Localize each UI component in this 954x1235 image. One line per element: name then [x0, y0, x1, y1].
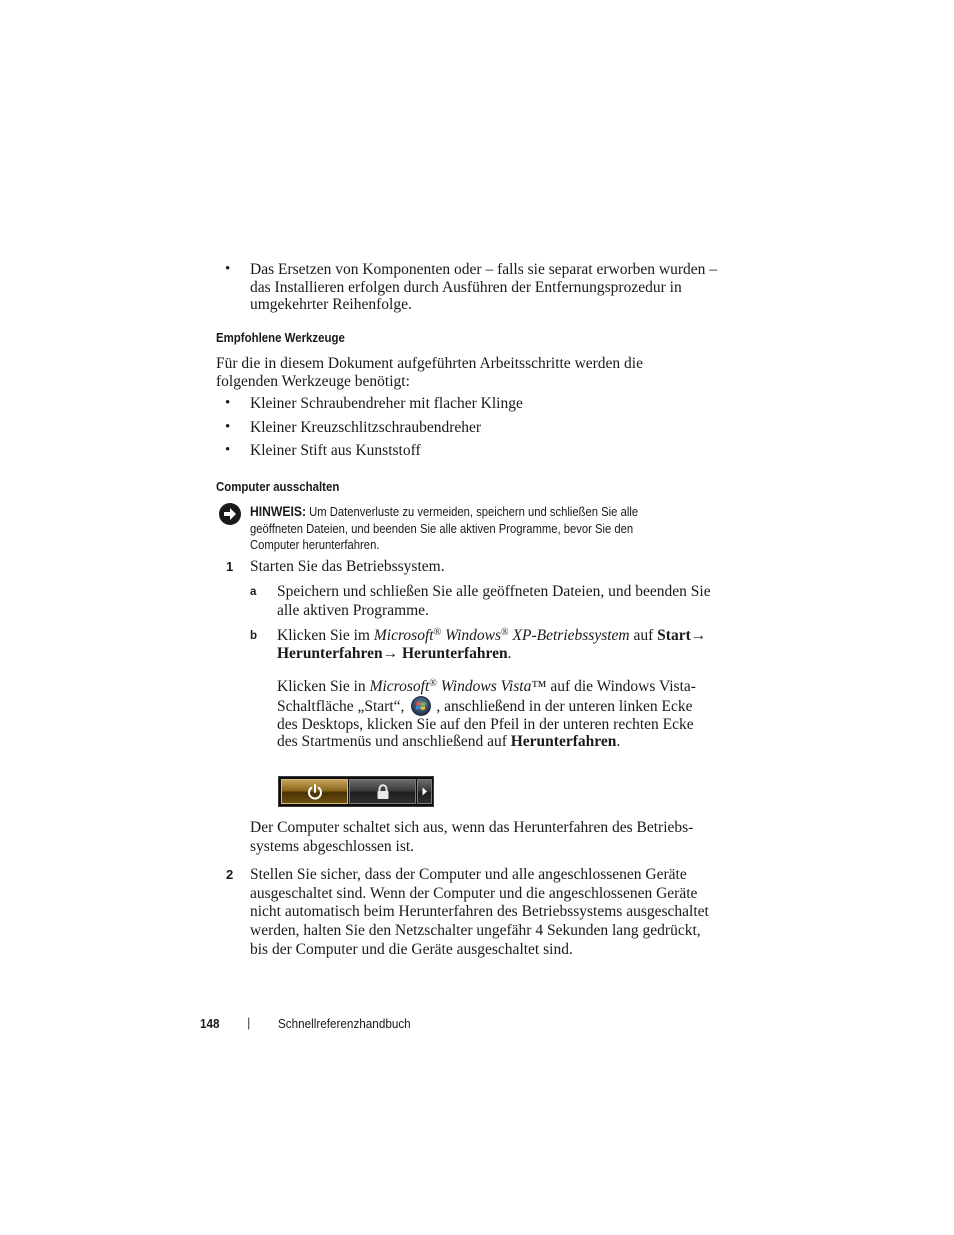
text-line: Speichern und schließen Sie alle geöffneten Dateien, und beenden Sie [277, 583, 711, 600]
text-line: des Desktops, klicken Sie auf den Pfeil in der unteren rechten Ecke [277, 715, 694, 733]
text-line: Um Datenverluste zu vermeiden, speichern und schließen Sie alle [309, 505, 639, 519]
text-line: umgekehrter Reihenfolge. [250, 296, 412, 313]
tool-item: Kleiner Schraubendreher mit flacher Klinge [250, 395, 523, 412]
power-icon [305, 782, 325, 802]
vista-paragraph: Klicken Sie in Microsoft® Windows Vista™ auf die Windows Vista- Schaltfläche „Start“, , anschließend in der unteren linken Ecke des Desktops, klicken Sie auf den Pfeil in der unteren rechten Ecke des Startmenüs und anschließend auf Herunterfahren. [277, 678, 696, 750]
substep-b-text: Klicken Sie im Microsoft® Windows® XP-Betriebssystem auf Start→ Herunterfahren→ Herunterfahren. [277, 627, 707, 662]
text-line: geöffneten Dateien, und beenden Sie alle aktiven Programme, bevor Sie den [250, 521, 634, 536]
text-line: das Installieren erfolgen durch Ausführen der Entfernungsprozedur in [250, 278, 682, 296]
bullet: • [225, 261, 231, 277]
substep-letter: a [250, 586, 257, 598]
tool-item: Kleiner Kreuzschlitzschraubendreher [250, 419, 482, 436]
step-number: 1 [226, 559, 234, 574]
step-2-text [250, 866, 709, 958]
arrow-right-icon [418, 780, 431, 803]
bullet: • [225, 419, 231, 435]
start-menu-shutdown-buttons [278, 776, 434, 807]
text-line: bis der Computer und die Geräte ausgeschaltet sind. [250, 940, 573, 958]
text-line: nicht automatisch beim Herunterfahren des Betriebssystems ausgeschaltet [250, 903, 709, 921]
substep-a-text [277, 583, 711, 619]
substep-letter: b [250, 630, 258, 642]
text-line: Der Computer schaltet sich aus, wenn das Herunterfahren des Betriebs- [250, 819, 694, 836]
footer-separator: | [247, 1015, 251, 1030]
section-heading-shutdown: Computer ausschalten [216, 479, 340, 494]
step-number: 2 [226, 867, 234, 882]
bullet: • [225, 442, 231, 458]
bullet: • [225, 395, 231, 411]
page-number: 148 [200, 1016, 220, 1031]
text-line: ausgeschaltet sind. Wenn der Computer und die angeschlossenen Geräte [250, 884, 698, 902]
text-line: alle aktiven Programme. [277, 601, 429, 619]
footer-title: Schnellreferenzhandbuch [278, 1016, 411, 1031]
power-button[interactable] [281, 779, 348, 804]
text-line: Für die in diesem Dokument aufgeführten Arbeitsschritte werden die [216, 355, 643, 372]
windows-start-orb-icon[interactable] [411, 696, 431, 716]
lock-button[interactable] [349, 779, 416, 804]
text-line: Stellen Sie sicher, dass der Computer und alle angeschlossenen Geräte [250, 866, 687, 883]
tools-intro [216, 355, 643, 390]
arrow-circle-icon [218, 502, 242, 526]
text-line: Computer herunterfahren. [250, 538, 380, 552]
text-line: Das Ersetzen von Komponenten oder – falls sie separat erworben wurden – [250, 261, 717, 278]
step-text: Starten Sie das Betriebssystem. [250, 558, 445, 575]
section-heading-tools: Empfohlene Werkzeuge [216, 330, 345, 345]
lock-icon [373, 782, 393, 802]
shutdown-options-arrow-button[interactable] [417, 779, 432, 804]
shutdown-result-paragraph [250, 819, 693, 855]
note-label: HINWEIS: [250, 504, 307, 519]
note-block [250, 504, 638, 554]
tool-item: Kleiner Stift aus Kunststoff [250, 442, 421, 459]
text-line: werden, halten Sie den Netzschalter ungefähr 4 Sekunden lang gedrückt, [250, 922, 701, 940]
text-line: folgenden Werkzeuge benötigt: [216, 372, 410, 390]
intro-paragraph [250, 261, 717, 314]
text-line: systems abgeschlossen ist. [250, 837, 415, 855]
